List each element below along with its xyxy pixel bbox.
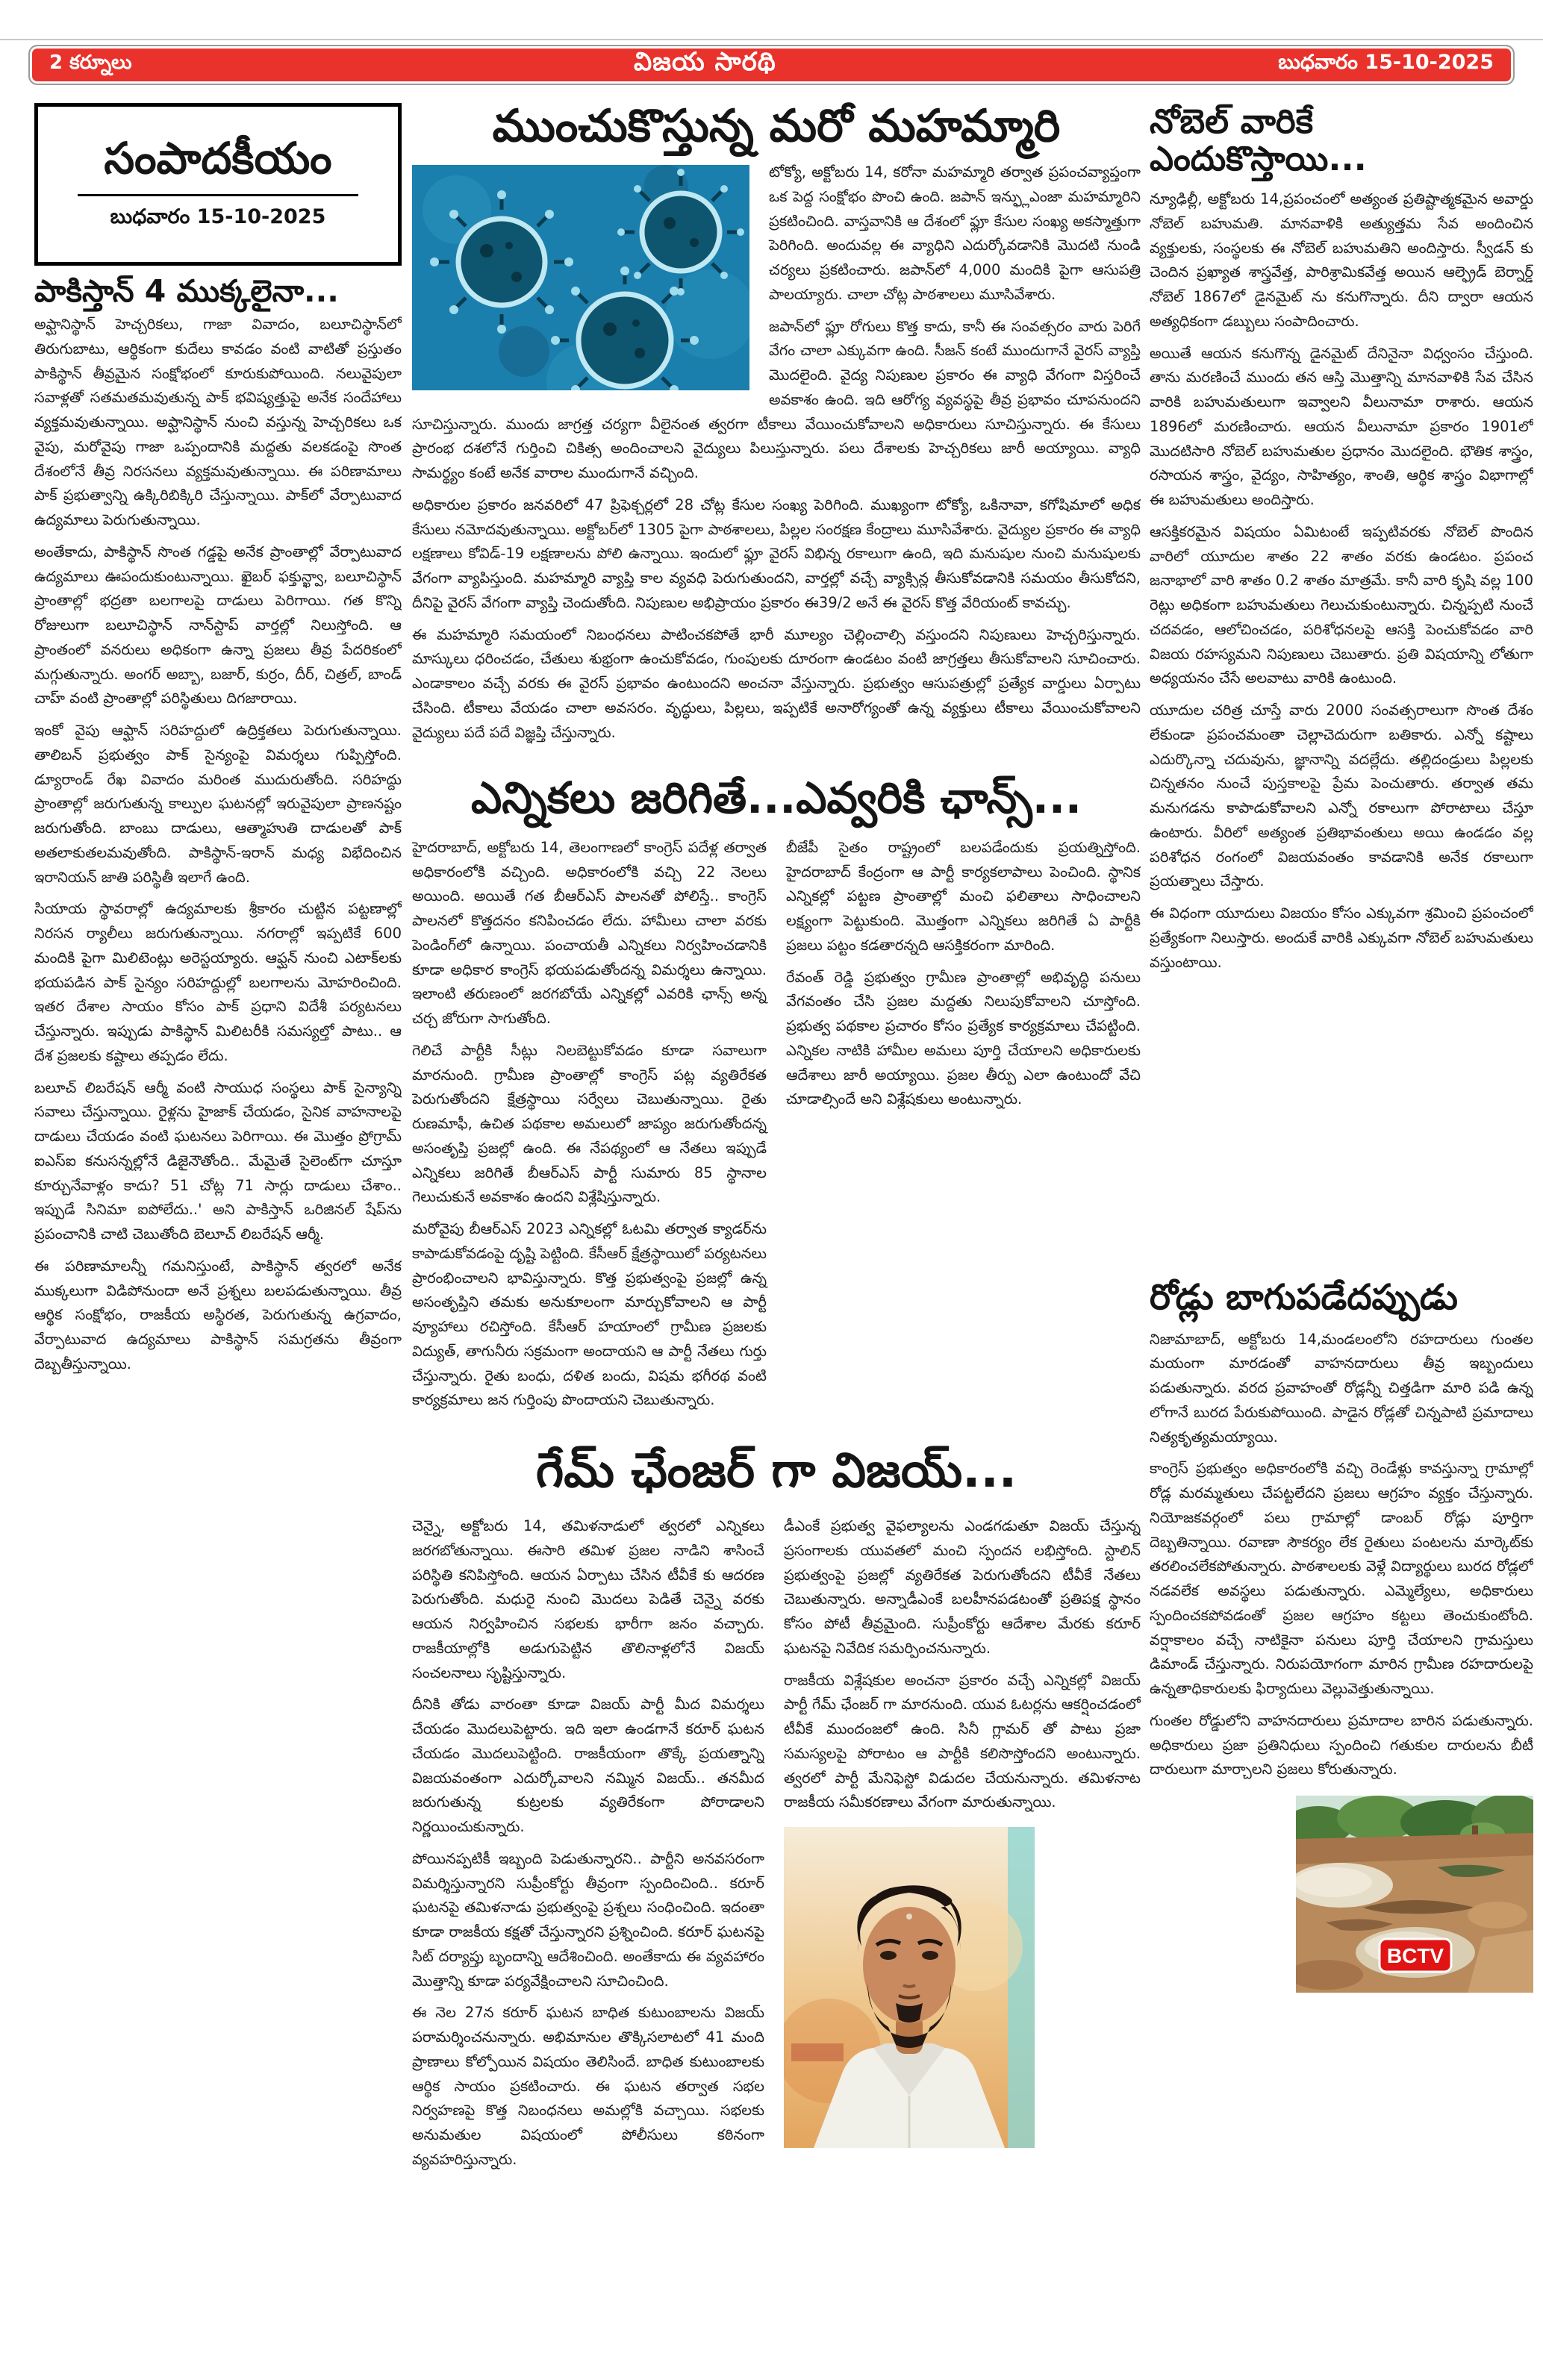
paragraph: అధికారుల ప్రకారం జనవరిలో 47 ప్రిఫెక్చర్లలో 28 చోట్ల కేసుల సంఖ్య పెరిగింది. ముఖ్యంగా టోక్యో, ఒకినావా, కగోషిమాలో అధిక కేసులు నమోదవుతున్నాయి. అక్టోబర్‌లో 1305 పైగా పాఠశాలలు, పిల్లల సంరక్షణ కేంద్రాలు మూసివేశారు. వైద్యుల ప్రకారం ఈ వ్యాధి లక్షణాలు కోవిడ్-19 లక్షణాలను పోలి ఉన్నాయి. ఇందులో ఫ్లూ వైరస్ విభిన్న రకాలుగా ఉంది, ఇది మనుషుల నుంచి మనుషులకు వేగంగా వ్యాపిస్తుంది. మహమ్మారి వ్యాప్తి కాల వ్యవధి పెరుగుతుందని, వార్తల్లో వచ్చే వ్యాక్సిన్ల తీసుకోవడానికి సమయం తీసుకోదని, దీనిపై వైరస్ వేగంగా వ్యాప్తి చెందుతోంది. నిపుణుల అభిప్రాయం ప్రకారం ఈ39/2 అనే ఈ వైరస్ కొత్త వేరియంట్ కావచ్చు. <box>412 496 1141 611</box>
vijay-headline: గేమ్ ఛేంజర్ గా విజయ్... <box>535 1443 1017 1499</box>
virus-image <box>412 165 749 390</box>
paragraph: జపాన్‌లో ఫ్లూ రోగులు కొత్త కాదు, కానీ ఈ సంవత్సరం వారు పెరిగే వేగం చాలా ఎక్కువగా ఉంది. సీజన్ కంటే ముందుగానే వైరస్ వ్యాప్తి మొదలైంది. వైద్య నిపుణుల ప్రకారం ఈ వ్యాధి వేగంగా విస్తరించే అవకాశం ఉంది. ఇది ఆరోగ్య వ్యవస్థపై తీవ్ర ప్రభావం చూపనుందని సూచిస్తున్నారు. ముందు జాగ్రత్త చర్యగా వీలైనంత త్వరగా టీకాలు వేయించుకోవాలని అధికారులు సూచిస్తున్నారు. ఈ కేసులు ప్రారంభ దశలోనే గుర్తించి చికిత్స అందించాలని వైద్యులు పిలుస్తున్నారు. పలు దేశాలకు హెచ్చరికలు జారీ అయ్యాయి. వ్యాధి సామర్థ్యం కంటే అనేక వారాల ముందుగానే వచ్చింది. <box>412 317 1141 481</box>
paragraph: ఇంకో వైపు ఆఫ్ఘాన్ సరిహద్దులో ఉద్రిక్తతలు పెరుగుతున్నాయి. తాలిబన్ ప్రభుత్వం పాక్ సైన్యంపై విమర్శలు గుప్పిస్తోంది. డ్యూరాండ్ రేఖ వివాదం మరింత ముదురుతోంది. సరిహద్దు ప్రాంతాల్లో జరుగుతున్న కాల్పుల ఘటనల్లో ఇరువైపులా ప్రాణనష్టం జరుగుతోంది. బాంబు దాడులు, ఆత్మాహుతి దాడులతో పాక్ అతలాకుతలమవుతోంది. పాకిస్థాన్-ఇరాన్ మధ్య విభేదించిన ఇరానియన్ జాతి పరిస్థితీ ఇలాగే ఉంది. <box>34 722 402 886</box>
editorial-date: బుధవారం 15-10-2025 <box>110 205 326 229</box>
paragraph: దీనికి తోడు వారంతా కూడా విజయ్ పార్టీ మీద విమర్శలు చేయడం మొదలుపెట్టారు. ఇది ఇలా ఉండగానే కరూర్ ఘటన చేయడం మొదలుపెట్టింది. రాజకీయంగా తొక్కే ప్రయత్నాన్ని విజయవంతంగా ఎదుర్కోవాలని నమ్మిన విజయ్.. తనమీద జరుగుతున్న కుట్రలకు వ్యతిరేకంగా పోరాడాలని నిర్ణయించుకున్నారు. <box>412 1696 764 1836</box>
nobel-headline: నోబెల్ వారికే ఎందుకొస్తాయి... <box>1150 101 1367 178</box>
paragraph: గెలిచే పార్టీకి సీట్లు నిలబెట్టుకోవడం కూడా సవాలుగా మారనుంది. గ్రామీణ ప్రాంతాల్లో కాంగ్రెస్ పట్ల వ్యతిరేకత పెరుగుతోందని క్షేత్రస్థాయి సర్వేలు చెబుతున్నాయి. రైతు రుణమాఫీ, ఉచిత పథకాల అమలులో జాప్యం జరుగుతోందన్న అసంతృప్తి ప్రజల్లో ఉంది. ఈ నేపథ్యంలో ఆ నేతలు ఇప్పుడే ఎన్నికలు జరిగితే బీఆర్ఎస్ పార్టీ సుమారు 85 స్థానాల గెలుచుకునే అవకాశం ఉందని విశ్లేషిస్తున్నారు. <box>412 1041 767 1206</box>
top-divider <box>0 39 1543 40</box>
paragraph: గుంతల రోడ్డులోని వాహనదారులు ప్రమాదాల బారిన పడుతున్నారు. అధికారులు ప్రజా ప్రతినిధులు స్పందించి గతుకుల దారులను బీటీ దారులుగా మార్చాలని ప్రజలు కోరుతున్నారు. <box>1150 1711 1533 1778</box>
page-number-label: 2 కర్నూలు <box>49 51 132 74</box>
paragraph: న్యూఢిల్లీ, అక్టోబరు 14,ప్రపంచంలో అత్యంత ప్రతిష్టాత్మకమైన అవార్డు నోబెల్ బహుమతి. మానవాళికి అత్యుత్తమ సేవ అందించిన వ్యక్తులకు, సంస్థలకు ఈ నోబెల్ బహుమతిని అందిస్తారు. స్వీడన్ కు చెందిన ప్రఖ్యాత శాస్త్రవేత్త, పారిశ్రామికవేత్త అయిన ఆల్ఫ్రెడ్ బెర్నార్డ్ నోబెల్ 1867లో డైనమైట్ ను కనుగొన్నారు. దీని ద్వారా ఆయన అత్యధికంగా డబ్బులు సంపాదించారు. <box>1150 190 1533 330</box>
paragraph: మరోవైపు బీఆర్ఎస్ 2023 ఎన్నికల్లో ఓటమి తర్వాత క్యాడర్‌ను కాపాడుకోవడంపై దృష్టి పెట్టింది. కేసీఆర్ క్షేత్రస్థాయిలో పర్యటనలు ప్రారంభించాలని భావిస్తున్నారు. కొత్త ప్రభుత్వంపై ప్రజల్లో ఉన్న అసంతృప్తిని తమకు అనుకూలంగా మార్చుకోవాలని ఆ పార్టీ వ్యూహాలు రచిస్తోంది. కేసీఆర్ హయాంలో గ్రామీణ ప్రజలకు విద్యుత్, తాగునీరు సక్రమంగా అందాయని ఆ పార్టీ నేతలు గుర్తు చేస్తున్నారు. రైతు బంధు, దళిత బందు, విషమ భగీరథ వంటి కార్యక్రమాలు జన గుర్తింపు పొందాయని చెబుతున్నారు. <box>412 1220 767 1409</box>
editorial-headline: పాకిస్తాన్ 4 ముక్కలైనా... <box>34 273 339 309</box>
election-headline: ఎన్నికలు జరిగితే...ఎవ్వరికి ఛాన్స్... <box>471 772 1082 823</box>
paragraph: ఈ విధంగా యూదులు విజయం కోసం ఎక్కువగా శ్రమించి ప్రపంచంలో ప్రత్యేకంగా నిలుస్తారు. అందుకే వారికి ఎక్కువగా నోబెల్ బహుమతులు వస్తుంటాయి. <box>1150 905 1533 971</box>
editorial-body <box>34 313 402 2329</box>
paragraph: అంతేకాదు, పాకిస్థాన్ సొంత గడ్డపై అనేక ప్రాంతాల్లో వేర్పాటువాద ఉద్యమాలు ఊపందుకుంటున్నాయి. ఖైబర్ ఫక్తున్ఖ్వా, బలూచిస్థాన్ ప్రాంతాల్లో భద్రతా బలగాలపై దాడులు పెరిగాయి. గత కొన్ని రోజులుగా బలూచిస్థాన్ నాన్‌స్టాప్ వార్తల్లో నిలుస్తోంది. ఆ ప్రాంతంలో వనరులు అధికంగా ఉన్నా ప్రజలు తీవ్ర పేదరికంలో మగ్గుతున్నారు. అంగర్ అబ్బా, బజార్, కుర్రం, దీర్, చిత్రల్, బాండ్ చాహ్ వంటి ప్రాంతాల్లో పరిస్థితులు దిగజారాయి. <box>34 543 402 708</box>
paragraph: రాజకీయ విశ్లేషకుల అంచనా ప్రకారం వచ్చే ఎన్నికల్లో విజయ్ పార్టీ గేమ్ ఛేంజర్ గా మారనుంది. యువ ఓటర్లను ఆకర్షించడంలో టీవీకే ముందంజలో ఉంది. సినీ గ్లామర్ తో పాటు ప్రజా సమస్యలపై పోరాటం ఆ పార్టీకి కలిసొస్తోందని అంటున్నారు. త్వరలో పార్టీ మేనిఫెస్టో విడుదల చేయనున్నారు. తమిళనాట రాజకీయ సమీకరణాలు వేగంగా మారుతున్నాయి. <box>784 1671 1141 1811</box>
vijay-column-b-text <box>784 1514 1141 1815</box>
roads-paragraphs <box>1150 1328 1533 1783</box>
paragraph: రేవంత్ రెడ్డి ప్రభుత్వం గ్రామీణ ప్రాంతాల్లో అభివృద్ధి పనులు వేగవంతం చేసి ప్రజల మద్దతు నిలుపుకోవాలని చూస్తోంది. ప్రభుత్వ పథకాల ప్రచారం కోసం ప్రత్యేక కార్యక్రమాలు చేపట్టింది. ఎన్నికల నాటికి హామీల అమలు పూర్తి చేయాలని అధికారులకు ఆదేశాలు జారీ అయ్యాయి. ప్రజల తీర్పు ఎలా ఉంటుందో వేచి చూడాల్సిందే అని విశ్లేషకులు అంటున్నారు. <box>786 968 1141 1108</box>
vijay-photo <box>784 1827 1035 2148</box>
editorial-column <box>34 103 402 2329</box>
paragraph: ఈ మహమ్మారి సమయంలో నిబంధనలు పాటించకపోతే భారీ మూల్యం చెల్లించాల్సి వస్తుందని నిపుణులు హెచ్చరిస్తున్నారు. మాస్కులు ధరించడం, చేతులు శుభ్రంగా ఉంచుకోవడం, గుంపులకు దూరంగా ఉండటం వంటి జాగ్రత్తలు తీసుకోవాలని సూచించారు. ఎండాకాలం వచ్చే వరకు ఈ వైరస్ ప్రభావం ఉంటుందని అంచనా వేస్తున్నారు. ప్రభుత్వం ఆసుపత్రుల్లో ప్రత్యేక వార్డులు ఏర్పాటు చేసింది. టీకాలు వేయడం చాలా అవసరం. వృద్ధులు, పిల్లలు, ఇప్పటికే అనారోగ్యంతో ఉన్న వ్యక్తులు టీకాలు వేయించుకోవాలని వైద్యులు పదే పదే విజ్ఞప్తి చేస్తున్నారు. <box>412 625 1141 741</box>
paragraph: అయితే ఆయన కనుగొన్న డైనమైట్ దేనినైనా విధ్వంసం చేస్తుంది. తాను మరణించే ముందు తన ఆస్తి మొత్తాన్ని మానవాళికి సేవ చేసిన వారికి బహుమతులుగా ఇవ్వాలని వీలునామా రాశారు. ఆయన 1896లో మరణించారు. ఆయన వీలునామా ప్రకారం 1901లో మొదటిసారి నోబెల్ బహుమతుల ప్రధానం మొదలైంది. భౌతిక శాస్త్రం, రసాయన శాస్త్రం, వైద్యం, సాహిత్యం, శాంతి, ఆర్థిక శాస్త్రం విభాగాల్లో ఈ బహుమతులు అందిస్తారు. <box>1150 344 1533 508</box>
paragraph: నిజామాబాద్, అక్టోబరు 14,మండలంలోని రహదారులు గుంతల మయంగా మారడంతో వాహనదారులు తీవ్ర ఇబ్బందులు పడుతున్నారు. వరద ప్రవాహంతో రోడ్లన్నీ చిత్తడిగా మారి పడి ఉన్న లోగానే బురద పేరుకుపోయింది. పాడైన రోడ్లతో చిన్నపాటి ప్రమాదాలు నిత్యకృత్యమయ్యాయి. <box>1150 1330 1533 1446</box>
paragraph: ఈ పరిణామాలన్నీ గమనిస్తుంటే, పాకిస్థాన్ త్వరలో అనేక ముక్కలుగా విడిపోనుందా అనే ప్రశ్నలు బలపడుతున్నాయి. తీవ్ర ఆర్థిక సంక్షోభం, రాజకీయ అస్థిరత, పెరుగుతున్న ఉగ్రవాదం, వేర్పాటువాద ఉద్యమాలు పాకిస్థాన్ సమగ్రతను తీవ్రంగా దెబ్బతీస్తున్నాయి. <box>34 1257 402 1372</box>
roads-headline: రోడ్లు బాగుపడేదప్పుడు <box>1150 1277 1458 1318</box>
pandemic-headline: ముంచుకొస్తున్న మరో మహమ్మారి <box>492 100 1061 152</box>
election-article-body <box>412 836 1141 1427</box>
editorial-section-title: సంపాదకీయం <box>104 132 332 184</box>
paragraph: పోయినప్పటికీ ఇబ్బంది పెడుతున్నారని.. పార్టీని అనవసరంగా విమర్శిస్తున్నారని సుప్రీంకోర్టు తీవ్రంగా స్పందించింది.. కరూర్ ఘటనపై తమిళనాడు ప్రభుత్వంపై ప్రశ్నలు సంధించింది. ఇదంతా కూడా రాజకీయ కక్షతో చేస్తున్నారని ప్రశ్నించింది. కరూర్ ఘటనపై సిట్ దర్యాప్తు బృందాన్ని ఆదేశించింది. అంతేకాదు ఈ వ్యవహారం మొత్తాన్ని కూడా పర్యవేక్షించాలని సూచించింది. <box>412 1849 764 1990</box>
paragraph: అఫ్ఘానిస్థాన్ హెచ్చరికలు, గాజా వివాదం, బలూచిస్థాన్‌లో తిరుగుబాటు, ఆర్థికంగా కుదేలు కావడం వంటి వాటితో ప్రస్తుతం పాకిస్థాన్ తీవ్రమైన సంక్షోభంలో కూరుకుపోయింది. నలువైపులా సవాళ్లతో సతమతమవుతున్న పాక్ భవిష్యత్తుపై అనేక సందేహాలు వ్యక్తమవుతున్నాయి. అఫ్ఘానిస్థాన్ నుంచి వస్తున్న హెచ్చరికలు ఒక వైపు, మరోవైపు గాజా ఒప్పందానికి మద్దతు వలకడంపై సొంత దేశంలోనే తీవ్ర నిరసనలు వ్యక్తమవుతున్నాయి. ఈ పరిణామాలు పాక్ ప్రభుత్వాన్ని ఉక్కిరిబిక్కిరి చేస్తున్నాయి. పాక్‌లో వేర్పాటువాద ఉద్యమాలు పెరుగుతున్నాయి. <box>34 316 402 529</box>
right-column <box>1150 103 1533 2320</box>
vijay-article-body <box>412 1514 1141 2302</box>
paragraph: సియాయ స్థావరాల్లో ఉద్యమాలకు శ్రీకారం చుట్టిన పట్టణాల్లో నిరసన ర్యాలీలు జరుగుతున్నాయి. నగరాల్లో ఇప్పటికే 600 మందికి పైగా మిలిటెంట్లు అరెస్టయ్యారు. ఆఫ్ఘన్ నుంచి ఎటాక్‌లకు భయపడిన పాక్ సైన్యం సరిహద్దుల్లో బలగాలను మోహరించింది. ఇతర దేశాల సాయం కోసం పాక్ ప్రధాని విదేశీ పర్యటనలు చేస్తున్నారు. ఇప్పుడు పాకిస్థాన్ మిలిటరీకి సమస్యల్తో పాటు.. ఆ దేశ ప్రజలకు కష్టాలు తప్పడం లేదు. <box>34 900 402 1064</box>
paragraph: ఈ నెల 27న కరూర్ ఘటన బాధిత కుటుంబాలను విజయ్ పరామర్శించనున్నారు. అభిమానుల తొక్కిసలాటలో 41 మంది ప్రాణాలు కోల్పోయిన విషయం తెలిసిందే. బాధిత కుటుంబాలకు ఆర్థిక సాయం ప్రకటించారు. ఈ ఘటన తర్వాత సభల నిర్వహణపై కొత్త నిబంధనలు అమల్లోకి వచ్చాయి. సభలకు అనుమతుల విషయంలో పోలీసులు కఠినంగా వ్యవహరిస్తున్నారు. <box>412 2004 764 2168</box>
paragraph: టోక్యో, అక్టోబరు 14, కరోనా మహమ్మారి తర్వాత ప్రపంచవ్యాప్తంగా ఒక పెద్ద సంక్షోభం పొంచి ఉంది. జపాన్ ఇన్ఫ్లుఎంజా మహమ్మారిని ప్రకటించింది. వాస్తవానికి ఆ దేశంలో ఫ్లూ కేసుల సంఖ్య అకస్మాత్తుగా పెరిగింది. అందువల్ల ఈ వ్యాధిని ఎదుర్కోవడానికి మొదటి నుండి చర్యలు ప్రకటించారు. జపాన్‌లో 4,000 మందికి పైగా ఆసుపత్రి పాలయ్యారు. చాలా చోట్ల పాఠశాలలు మూసివేశారు. <box>769 163 1141 303</box>
paragraph: డీఎంకే ప్రభుత్వ వైఫల్యాలను ఎండగడుతూ విజయ్ చేస్తున్న ప్రసంగాలకు యువతలో మంచి స్పందన లభిస్తోంది. స్టాలిన్ ప్రభుత్వంపై ప్రజల్లో వ్యతిరేకత పెరుగుతోందని టీవీకే నేతలు చెబుతున్నారు. అన్నాడీఎంకే బలహీనపడటంతో ప్రతిపక్ష స్థానం కోసం పోటీ తీవ్రమైంది. సుప్రీంకోర్టు ఆదేశాల మేరకు కరూర్ ఘటనపై నివేదిక సమర్పించనున్నారు. <box>784 1517 1141 1657</box>
bctv-badge: BCTV <box>1386 1944 1444 1968</box>
roads-article-body <box>1150 1328 1533 2320</box>
paragraph: బీజేపీ సైతం రాష్ట్రంలో బలపడేందుకు ప్రయత్నిస్తోంది. హైదరాబాద్ కేంద్రంగా ఆ పార్టీ కార్యకలాపాలు పెంచింది. స్థానిక ఎన్నికల్లో పట్టణ ప్రాంతాల్లో మంచి ఫలితాలు సాధించాలని లక్ష్యంగా పెట్టుకుంది. మొత్తంగా ఎన్నికలు జరిగితే ఏ పార్టీకి ప్రజలు పట్టం కడతారన్నది ఆసక్తికరంగా మారింది. <box>786 838 1141 954</box>
vijay-column-a <box>412 1514 764 2302</box>
masthead-banner <box>28 45 1515 85</box>
editorial-divider <box>78 194 358 196</box>
nobel-article-body <box>1150 187 1533 1271</box>
paragraph: బలూచ్ లిబరేషన్ ఆర్మీ వంటి సాయుధ సంస్థలు పాక్ సైన్యాన్ని సవాలు చేస్తున్నాయి. రైళ్లను హైజాక్ చేయడం, సైనిక వాహనాలపై దాడులు చేయడం వంటి ఘటనలు పెరిగాయి. ఈ మొత్తం ప్రోగ్రామ్ ఐఎస్ఐ కనుసన్నల్లోనే డిజైనౌతోంది.. మేమైతే సైలెంట్‌గా చూస్తూ కూర్చునేవాళ్లం కాదు? 51 చోట్ల 71 సార్లు దాడులు చేశాం.. ఇప్పుడే సినిమా ఐపోలేదు..' అని పాకిస్తాన్ ఒరిజినల్ షేప్‌ను ప్రపంచానికి చాటి చెబుతోంది బెలూచ్ లిబరేషన్ ఆర్మీ. <box>34 1078 402 1243</box>
middle-column <box>412 100 1141 2302</box>
paper-title: విజయ సారథి <box>633 47 776 77</box>
edition-date: బుధవారం 15-10-2025 <box>1278 51 1494 74</box>
paragraph: హైదరాబాద్, అక్టోబరు 14, తెలంగాణలో కాంగ్రెస్ పదేళ్ల తర్వాత అధికారంలోకి వచ్చింది. అధికారంలోకి వచ్చి 22 నెలలు అయింది. అయితే గత బీఆర్ఎస్ పాలనతో పోలిస్తే.. కాంగ్రెస్ పాలనలో కొత్తదనం కనిపించడం లేదు. హామీలు చాలా వరకు పెండింగ్‌లో ఉన్నాయి. పంచాయతీ ఎన్నికలు నిర్వహించడానికి కూడా అధికార కాంగ్రెస్ భయపడుతోందన్న విమర్శలు ఉన్నాయి. ఇలాంటి తరుణంలో జరగబోయే ఎన్నికల్లో ఎవరికి ఛాన్స్ అన్న చర్చ జోరుగా సాగుతోంది. <box>412 838 767 1028</box>
muddy-road-photo <box>1296 1796 1533 1993</box>
pandemic-article-body <box>412 160 1141 762</box>
paragraph: కాంగ్రెస్ ప్రభుత్వం అధికారంలోకి వచ్చి రెండేళ్లు కావస్తున్నా గ్రామాల్లో రోడ్ల మరమ్మతులు చేపట్టలేదని ప్రజలు ఆగ్రహం వ్యక్తం చేస్తున్నారు. నియోజకవర్గంలో పలు గ్రామాల్లో డాంబర్ రోడ్లు పూర్తిగా దెబ్బతిన్నాయి. రవాణా సౌకర్యం లేక రైతులు పంటలను మార్కెట్‌కు తరలించలేకపోతున్నారు. పాఠశాలలకు వెళ్లే విద్యార్థులు బురద రోడ్లలో నడవలేక అవస్థలు పడుతున్నారు. ఎమ్మెల్యేలు, అధికారులు స్పందించకపోవడంతో ప్రజల ఆగ్రహం కట్టలు తెంచుకుంటోంది. వర్షాకాలం వచ్చే నాటికైనా పనులు పూర్తి చేయాలని గ్రామస్తులు డిమాండ్ చేస్తున్నారు. నిరుపయోగంగా మారిన గ్రామీణ రహదారులపై ఉన్నతాధికారులకు ఫిర్యాదులు వెల్లువెత్తుతున్నాయి. <box>1150 1460 1533 1698</box>
paragraph: యూదుల చరిత్ర చూస్తే వారు 2000 సంవత్సరాలుగా సొంత దేశం లేకుండా ప్రపంచమంతా చెల్లాచెదురుగా బతికారు. ఎన్నో కష్టాలు ఎదుర్కొన్నా చదువును, జ్ఞానాన్ని వదల్లేదు. తల్లిదండ్రులు పిల్లలకు చిన్నతనం నుంచే పుస్తకాలపై ప్రేమ పెంచుతారు. తర్వాత తమ మనుగడను కాపాడుకోవాలని ఎన్నో రకాలుగా పోరాటాలు చేస్తూ ఉంటారు. వీరిలో అత్యంత ప్రతిభావంతులు అయి ఉండడం వల్ల పరిశోధన రంగంలో విజయవంతం కావడానికి అనేక రకాలుగా ప్రయత్నాలు చేస్తారు. <box>1150 702 1533 890</box>
paragraph: ఆసక్తికరమైన విషయం ఏమిటంటే ఇప్పటివరకు నోబెల్ పొందిన వారిలో యూదుల శాతం 22 శాతం వరకు ఉండటం. ప్రపంచ జనాభాలో వారి శాతం 0.2 శాతం మాత్రమే. కానీ వారి కృషి వల్ల 100 రెట్లు అధికంగా బహుమతులు గెలుచుకుంటున్నారు. చిన్నప్పటి నుంచే చదవడం, ఆలోచించడం, పరిశోధనలపై ఆసక్తి పెంచుకోవడం వారి విజయ రహస్యమని నిపుణులు చెబుతారు. ప్రతి విషయాన్ని లోతుగా అధ్యయనం చేసే అలవాటు వారికి ఉంటుంది. <box>1150 522 1533 687</box>
paragraph: చెన్నై, అక్టోబరు 14, తమిళనాడులో త్వరలో ఎన్నికలు జరగబోతున్నాయి. ఈసారి తమిళ ప్రజల నాడిని శాసించే పరిస్థితి కనిపిస్తోంది. ఆయన ఏర్పాటు చేసిన టీవీకే కు ఆదరణ పెరుగుతోంది. మధురై నుంచి మొదలు పెడితే చెన్నై వరకు ఆయన నిర్వహించిన సభలకు భారీగా జనం వచ్చారు. రాజకీయాల్లోకి అడుగుపెట్టిన తొలినాళ్లలోనే విజయ్ సంచలనాలు సృష్టిస్తున్నారు. <box>412 1517 764 1681</box>
editorial-box <box>34 103 402 266</box>
vijay-column-b <box>784 1514 1141 2302</box>
